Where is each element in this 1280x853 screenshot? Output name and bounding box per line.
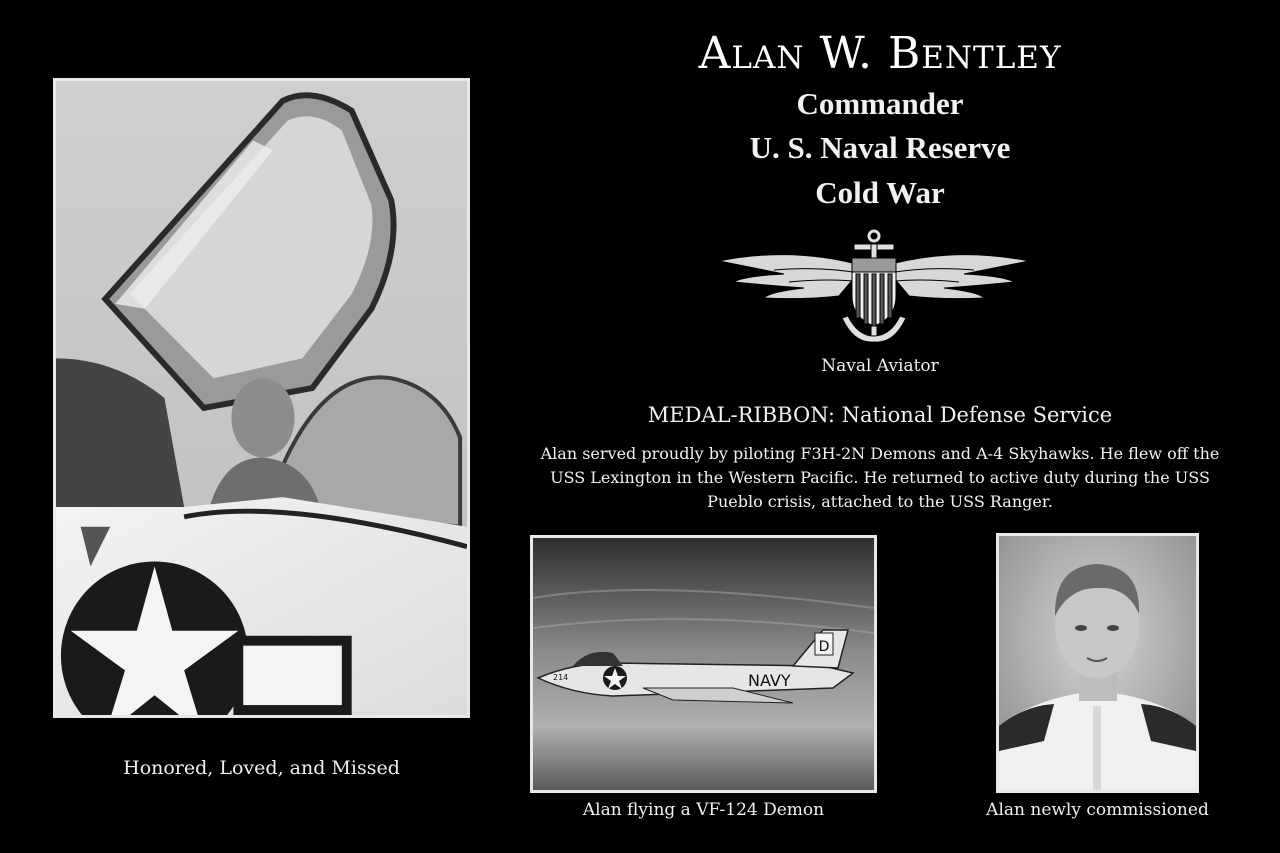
portrait-photo-caption: Alan newly commissioned — [986, 800, 1209, 820]
honoree-era: Cold War — [815, 175, 945, 210]
honoree-branch: U. S. Naval Reserve — [749, 130, 1011, 165]
portrait-photo — [996, 533, 1199, 793]
jet-nose-number: 214 — [553, 673, 569, 682]
cockpit-photo — [53, 78, 470, 718]
jet-photo — [530, 535, 877, 793]
jet-photo-caption: Alan flying a VF-124 Demon — [582, 800, 825, 820]
medal-ribbon: MEDAL-RIBBON: National Defense Service — [647, 403, 1113, 427]
cockpit-photo-image — [56, 81, 467, 715]
biography-text: Alan served proudly by piloting F3H-2N Demons and A-4 Skyhawks. He flew off the USS Lexington in the Western Pacific. He returned to active duty during the USS Pueblo crisis, attached to the USS Ranger. — [540, 444, 1220, 511]
jet-fuselage-text: NAVY — [748, 671, 791, 690]
honoree-name — [520, 28, 1240, 79]
jet-photo-image — [533, 538, 874, 790]
honoree-name-text: Alan W. Bentley — [698, 28, 1062, 79]
portrait-photo-image — [999, 536, 1196, 790]
cockpit-photo-caption: Honored, Loved, and Missed — [123, 757, 400, 779]
jet-tail-letter: D — [818, 639, 830, 655]
honoree-rank: Commander — [796, 86, 964, 121]
wings-label: Naval Aviator — [821, 356, 939, 376]
naval-aviator-wings-icon — [714, 226, 1034, 348]
